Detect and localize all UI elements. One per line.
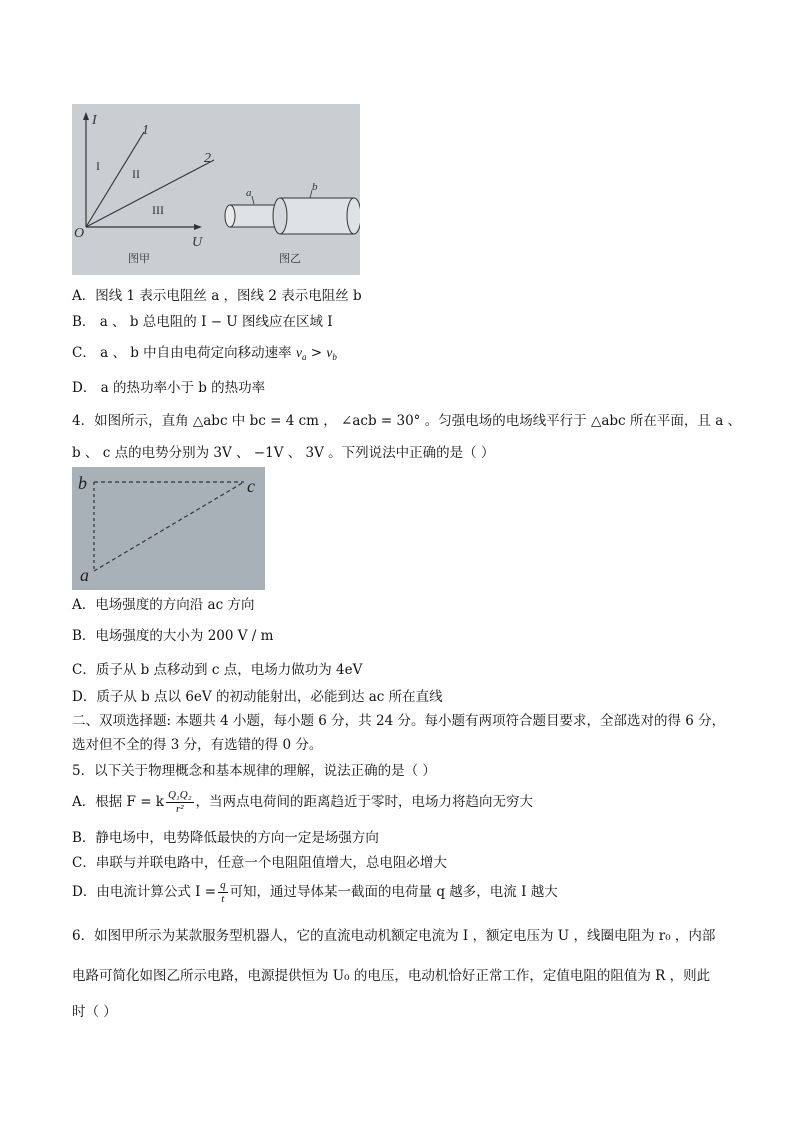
q3-option-c-gt: > bbox=[306, 345, 327, 361]
figure1-svg bbox=[72, 104, 360, 275]
q5-fraction-denominator: r² bbox=[175, 803, 184, 815]
q5-fraction-numerator: Q₁Q₂ bbox=[167, 789, 192, 801]
point-b-label: b bbox=[78, 473, 87, 493]
q4-option-d: D．质子从 b 点以 6eV 的初动能射出，必能到达 ac 所在直线 bbox=[72, 689, 443, 705]
q4-option-b: B．电场强度的大小为 200 V / m bbox=[72, 628, 274, 644]
q5-option-d-fraction bbox=[218, 879, 228, 906]
region-2-label: II bbox=[132, 167, 140, 181]
point-c-label: c bbox=[247, 476, 255, 496]
q5-option-c: C．串联与并联电路中，任意一个电阻阻值增大，总电阻必增大 bbox=[72, 855, 447, 871]
section2-heading-line2: 选对但不全的得 3 分，有选错的得 0 分。 bbox=[72, 737, 323, 753]
q5-d-denominator: t bbox=[221, 893, 225, 905]
wire-a-label: a bbox=[246, 187, 252, 199]
axis-label-u: U bbox=[192, 235, 203, 250]
line2-label: 2 bbox=[204, 151, 211, 166]
q3-option-c bbox=[72, 344, 337, 366]
q5-d-numerator: q bbox=[220, 879, 226, 891]
q4-option-c: C．质子从 b 点移动到 c 点，电场力做功为 4eV bbox=[72, 662, 363, 678]
q3-option-c-text: C． a 、 b 中自由电荷定向移动速率 bbox=[72, 345, 296, 361]
q3-option-d: D． a 的热功率小于 b 的热功率 bbox=[72, 380, 266, 396]
q3-option-c-v: v bbox=[295, 345, 302, 360]
caption-left: 图甲 bbox=[128, 252, 150, 265]
q5-option-a-post: ，当两点电荷间的距离趋近于零时，电场力将趋向无穷大 bbox=[195, 794, 534, 810]
q4-stem-line1: 4．如图所示，直角 △abc 中 bc = 4 cm ， ∠acb = 30° 。匀强电场的电场线平行于 △abc 所在平面，且 a 、 bbox=[72, 413, 742, 429]
region-3-label: III bbox=[152, 203, 164, 217]
q3-option-c-sub-b: b bbox=[332, 352, 337, 362]
q6-stem-line1: 6．如图甲所示为某款服务型机器人，它的直流电动机额定电流为 I ，额定电压为 U ，线圈电阻为 r₀ ，内部 bbox=[72, 928, 716, 944]
q3-option-a: A．图线 1 表示电阻丝 a ，图线 2 表示电阻丝 b bbox=[72, 288, 362, 304]
point-a-label: a bbox=[80, 565, 89, 585]
q4-option-a: A．电场强度的方向沿 ac 方向 bbox=[72, 597, 255, 613]
q5-option-a-fraction bbox=[166, 789, 194, 816]
q5-option-d-pre: D．由电流计算公式 I = bbox=[72, 884, 217, 900]
q3-option-c-sub-a: a bbox=[301, 352, 307, 362]
q6-stem-line2: 电路可简化如图乙所示电路，电源提供恒为 U₀ 的电压，电动机恰好正常工作，定值电阻的阻值为 R ，则此 bbox=[72, 968, 711, 984]
figure-iu-graph-and-wires bbox=[72, 104, 360, 275]
q5-option-d bbox=[72, 877, 558, 907]
q5-option-a bbox=[72, 788, 533, 816]
caption-right: 图乙 bbox=[279, 252, 301, 265]
origin-label: O bbox=[74, 226, 85, 241]
q3-option-b: B． a 、 b 总电阻的 I − U 图线应在区域 I bbox=[72, 314, 333, 330]
graph-line-2 bbox=[86, 160, 214, 227]
region-1-label: I bbox=[96, 159, 100, 173]
q5-option-b: B．静电场中，电势降低最快的方向一定是场强方向 bbox=[72, 830, 379, 846]
q5-stem: 5．以下关于物理概念和基本规律的理解，说法正确的是（ ） bbox=[72, 763, 436, 779]
axis-label-i: I bbox=[92, 113, 97, 128]
side-ac bbox=[94, 482, 244, 571]
q4-stem-line2: b 、 c 点的电势分别为 3V 、 −1V 、 3V 。下列说法中正确的是（ ） bbox=[72, 445, 495, 461]
wire-b-label: b bbox=[312, 181, 318, 193]
line1-label: 1 bbox=[142, 123, 149, 138]
q5-option-d-post: 可知，通过导体某一截面的电荷量 q 越多，电流 I 越大 bbox=[229, 884, 558, 900]
q6-stem-line3: 时（ ） bbox=[72, 1004, 117, 1020]
q3-option-c-v2: v bbox=[326, 345, 333, 360]
q5-option-a-pre: A．根据 F = k bbox=[72, 794, 164, 810]
figure-triangle-abc bbox=[72, 467, 265, 590]
triangle-svg bbox=[72, 467, 265, 590]
section2-heading-line1: 二、双项选择题: 本题共 4 小题，每小题 6 分，共 24 分。每小题有两项符合题目要求，全部选对的得 6 分， bbox=[72, 713, 726, 729]
